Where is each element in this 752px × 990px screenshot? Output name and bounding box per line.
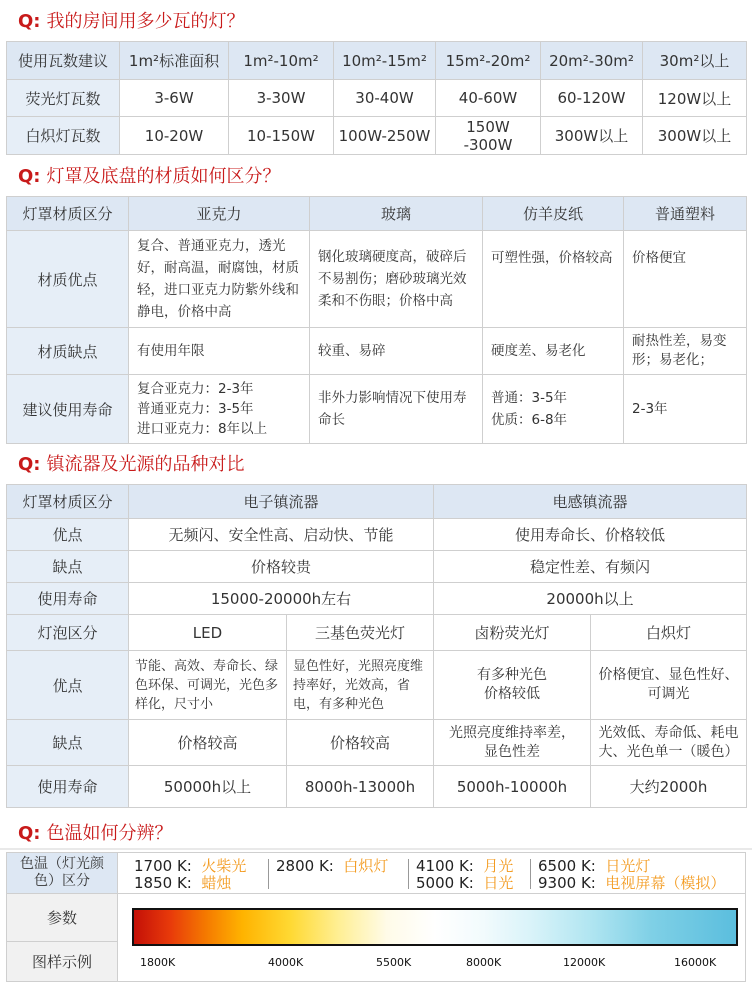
table-cell: 光效低、寿命低、耗电大、光色单一（暖色）: [591, 720, 747, 766]
table-header-cell: 白炽灯: [591, 615, 747, 651]
table-header-cell: 三基色荧光灯: [287, 615, 434, 651]
table-row: [7, 375, 747, 444]
table-header-cell: 1m²-10m²: [229, 42, 334, 80]
table-cell: 复合亚克力：2-3年 普通亚克力：3-5年 进口亚克力：8年以上: [129, 375, 310, 444]
row-label: 使用寿命: [7, 766, 129, 808]
scale-tick: 5500K: [376, 956, 412, 969]
q-marker: Q:: [18, 823, 41, 844]
separator: [530, 859, 531, 889]
separator: [268, 859, 269, 889]
table-header-row: [7, 485, 747, 519]
section-title-text: 灯罩及底盘的材质如何区分？: [46, 166, 281, 187]
table-cell: 10-20W: [120, 117, 229, 155]
table-cell: 有使用年限: [129, 328, 310, 375]
scale-tick: 1800K: [140, 956, 176, 969]
table-cell: 20000h以上: [434, 583, 747, 615]
temp-name: 日光: [483, 874, 514, 892]
table-header-cell: 普通塑料: [624, 197, 747, 231]
table-cell: 30-40W: [334, 80, 436, 117]
section-title-text: 我的房间用多少瓦的灯？: [46, 11, 245, 32]
table-row: [7, 231, 747, 328]
table-cell: 钢化玻璃硬度高，破碎后不易割伤；磨砂玻璃光效柔和不伤眼；价格中高: [310, 231, 483, 328]
table-header-cell: 卤粉荧光灯: [434, 615, 591, 651]
table-row: [7, 583, 747, 615]
table-cell: 价格较高: [287, 720, 434, 766]
table-cell: 复合、普通亚克力，透光好，耐高温，耐腐蚀，材质轻，进口亚克力防紫外线和静电，价格中高: [129, 231, 310, 328]
table-row: [7, 519, 747, 551]
table-cell: 显色性好，光照亮度维持率好，光效高，省电，有多种光色: [287, 651, 434, 720]
table-header-cell: 灯泡区分: [7, 615, 129, 651]
table-cell: 价格较高: [129, 720, 287, 766]
temp-name: 火柴光: [201, 857, 247, 875]
section-title-ballast: [18, 451, 245, 479]
temp-value: 2800 K:: [276, 857, 334, 875]
table-cell: 硬度差、易老化: [483, 328, 624, 375]
table-header-cell: 电子镇流器: [129, 485, 434, 519]
row-label: 材质优点: [7, 231, 129, 328]
scale-tick: 8000K: [466, 956, 502, 969]
row-label: 缺点: [7, 551, 129, 583]
q-marker: Q:: [18, 454, 41, 475]
table-cell: 8000h-13000h: [287, 766, 434, 808]
table-cell: 2-3年: [624, 375, 747, 444]
q-marker: Q:: [18, 11, 41, 32]
row-label-sample: 图样示例: [6, 942, 118, 982]
table-cell: 光照亮度维持率差， 显色性差: [434, 720, 591, 766]
temp-group: [276, 858, 388, 875]
section-title-text: 色温如何分辨？: [46, 823, 173, 844]
temp-value: 5000 K:: [416, 874, 474, 892]
table-header-cell: 灯罩材质区分: [7, 485, 129, 519]
table-cell: 5000h-10000h: [434, 766, 591, 808]
temp-value: 1850 K:: [134, 874, 192, 892]
row-label: 材质缺点: [7, 328, 129, 375]
table-cell: 价格较贵: [129, 551, 434, 583]
table-header-cell: 30m²以上: [643, 42, 747, 80]
table-cell: 非外力影响情况下使用寿命长: [310, 375, 483, 444]
section-title-wattage: [18, 8, 245, 36]
gradient-area: [118, 894, 746, 982]
table-header-cell: 15m²-20m²: [436, 42, 541, 80]
ballast-table: [6, 484, 747, 808]
temp-group: [134, 858, 246, 892]
material-table: [6, 196, 747, 444]
temp-name: 电视屏幕（模拟）: [605, 874, 726, 892]
table-row: [7, 651, 747, 720]
scale-tick: 12000K: [563, 956, 606, 969]
table-cell: 100W-250W: [334, 117, 436, 155]
temp-value: 4100 K:: [416, 857, 474, 875]
table-row: [7, 80, 747, 117]
table-cell: 耐热性差，易变形；易老化；: [624, 328, 747, 375]
table-row: [7, 551, 747, 583]
temperature-list: [118, 852, 746, 894]
table-cell: 150W -300W: [436, 117, 541, 155]
table-header-cell: LED: [129, 615, 287, 651]
table-cell: 使用寿命长、价格较低: [434, 519, 747, 551]
table-cell: 120W以上: [643, 80, 747, 117]
row-label: 白炽灯瓦数: [7, 117, 120, 155]
table-header-row: [7, 197, 747, 231]
table-cell: 3-30W: [229, 80, 334, 117]
table-header-cell: 使用瓦数建议: [7, 42, 120, 80]
temp-name: 白炽灯: [343, 857, 389, 875]
section-title-material: [18, 163, 281, 191]
color-temperature-gradient-bar: [132, 908, 738, 946]
section-title-color-temp: [18, 820, 173, 848]
table-cell: 节能、高效、寿命长、绿色环保、可调光，光色多样化，尺寸小: [129, 651, 287, 720]
table-header-cell: 仿羊皮纸: [483, 197, 624, 231]
table-header-cell: 电感镇流器: [434, 485, 747, 519]
table-cell: 300W以上: [643, 117, 747, 155]
table-header-row: [7, 615, 747, 651]
table-header-cell: 灯罩材质区分: [7, 197, 129, 231]
temp-name: 日光灯: [605, 857, 651, 875]
temp-group: [416, 858, 513, 892]
row-label: 建议使用寿命: [7, 375, 129, 444]
row-label: 使用寿命: [7, 583, 129, 615]
table-cell: 10-150W: [229, 117, 334, 155]
table-row: [7, 328, 747, 375]
table-header-cell: 玻璃: [310, 197, 483, 231]
temp-name: 蜡烛: [201, 874, 232, 892]
table-header-cell: 20m²-30m²: [541, 42, 643, 80]
table-cell: 普通：3-5年 优质：6-8年: [483, 375, 624, 444]
scale-tick: 16000K: [674, 956, 717, 969]
temp-value: 6500 K:: [538, 857, 596, 875]
q-marker: Q:: [18, 166, 41, 187]
temp-value: 1700 K:: [134, 857, 192, 875]
table-cell: 无频闪、安全性高、启动快、节能: [129, 519, 434, 551]
separator: [408, 859, 409, 889]
table-header-cell: 10m²-15m²: [334, 42, 436, 80]
table-cell: 3-6W: [120, 80, 229, 117]
table-cell: 大约2000h: [591, 766, 747, 808]
row-label: 优点: [7, 519, 129, 551]
row-label-params: 参数: [6, 894, 118, 942]
row-label: 优点: [7, 651, 129, 720]
table-cell: 价格便宜、显色性好、可调光: [591, 651, 747, 720]
table-cell: 50000h以上: [129, 766, 287, 808]
table-row: [7, 720, 747, 766]
table-cell: 稳定性差、有频闪: [434, 551, 747, 583]
table-cell: 价格便宜: [624, 231, 747, 328]
table-cell: 有多种光色 价格较低: [434, 651, 591, 720]
section-title-text: 镇流器及光源的品种对比: [46, 454, 245, 475]
table-cell: 较重、易碎: [310, 328, 483, 375]
table-row: [7, 117, 747, 155]
wattage-table: [6, 41, 747, 155]
table-cell: 60-120W: [541, 80, 643, 117]
temp-value: 9300 K:: [538, 874, 596, 892]
scale-tick: 4000K: [268, 956, 304, 969]
temp-group: [538, 858, 725, 892]
table-header-cell: 亚克力: [129, 197, 310, 231]
divider: [0, 848, 752, 850]
table-header-cell: 1m²标准面积: [120, 42, 229, 80]
table-row: [7, 766, 747, 808]
row-label: 缺点: [7, 720, 129, 766]
table-cell: 15000-20000h左右: [129, 583, 434, 615]
table-header-row: [7, 42, 747, 80]
row-label-color-temp: 色温（灯光颜色）区分: [6, 852, 118, 894]
row-label: 荧光灯瓦数: [7, 80, 120, 117]
table-cell: 可塑性强，价格较高: [483, 231, 624, 328]
temp-name: 月光: [483, 857, 514, 875]
table-cell: 300W以上: [541, 117, 643, 155]
table-cell: 40-60W: [436, 80, 541, 117]
